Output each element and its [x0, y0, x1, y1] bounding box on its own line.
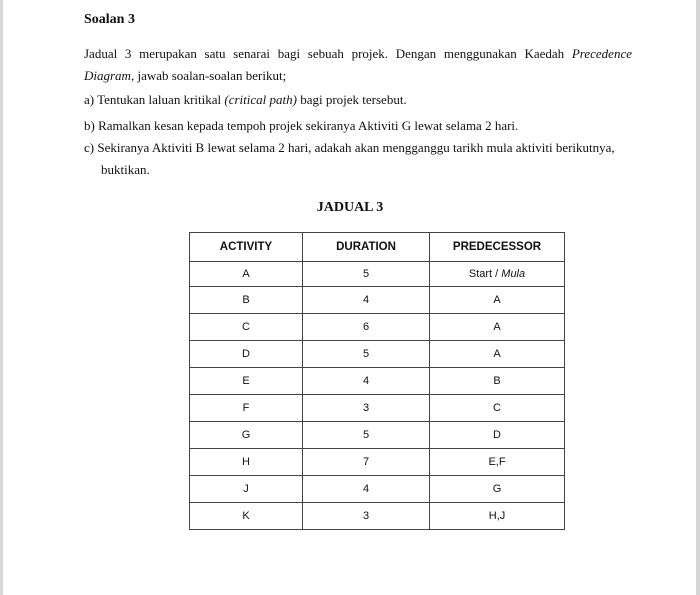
predecessor-cell: D: [430, 422, 565, 449]
activity-cell: B: [190, 287, 303, 314]
predecessor-cell: B: [430, 368, 565, 395]
table-row: [190, 368, 565, 395]
activity-cell: H: [190, 449, 303, 476]
activity-table: [189, 232, 565, 530]
table-row: [190, 287, 565, 314]
activity-cell: F: [190, 395, 303, 422]
intro-text-2: , jawab soalan-soalan berikut;: [130, 68, 287, 83]
duration-cell: 5: [303, 341, 430, 368]
activity-cell: K: [190, 503, 303, 530]
question-heading: Soalan 3: [84, 12, 135, 27]
question-a-suffix: bagi projek tersebut.: [296, 92, 407, 107]
activity-cell: E: [190, 368, 303, 395]
activity-cell: J: [190, 476, 303, 503]
predecessor-cell: E,F: [430, 449, 565, 476]
question-a-italic: (critical path): [224, 92, 297, 107]
table-row: [190, 476, 565, 503]
duration-cell: 3: [303, 503, 430, 530]
duration-cell: 4: [303, 287, 430, 314]
header-duration: DURATION: [303, 233, 430, 262]
predecessor-cell: G: [430, 476, 565, 503]
duration-cell: 6: [303, 314, 430, 341]
question-c: c) Sekiranya Aktiviti B lewat selama 2 hari, adakah akan mengganggu tarikh mula aktiviti berikutnya,: [84, 140, 615, 155]
duration-cell: 7: [303, 449, 430, 476]
header-activity: ACTIVITY: [190, 233, 303, 262]
activity-cell: D: [190, 341, 303, 368]
page-right-edge: [696, 0, 700, 595]
predecessor-cell: C: [430, 395, 565, 422]
intro-italic-term: Precedence Diagram: [84, 46, 632, 83]
table-row: [190, 262, 565, 287]
table-row: [190, 341, 565, 368]
predecessor-cell: [430, 262, 565, 287]
duration-cell: 5: [303, 422, 430, 449]
page-left-edge: [0, 0, 3, 595]
predecessor-cell: A: [430, 287, 565, 314]
question-intro: [84, 43, 632, 87]
intro-text-1: Jadual 3 merupakan satu senarai bagi sebuah projek. Dengan menggunakan Kaedah: [84, 46, 572, 61]
table-header-row: [190, 233, 565, 262]
header-predecessor: PREDECESSOR: [430, 233, 565, 262]
duration-cell: 4: [303, 368, 430, 395]
duration-cell: 4: [303, 476, 430, 503]
predecessor-cell: H,J: [430, 503, 565, 530]
activity-cell: C: [190, 314, 303, 341]
predecessor-mula-text: Mula: [501, 268, 526, 280]
activity-cell: A: [190, 262, 303, 287]
predecessor-start-text: Start /: [468, 268, 502, 280]
duration-cell: 5: [303, 262, 430, 287]
duration-cell: 3: [303, 395, 430, 422]
table-row: [190, 395, 565, 422]
table-row: [190, 422, 565, 449]
question-a-prefix: a) Tentukan laluan kritikal: [84, 92, 225, 107]
question-a: [84, 89, 407, 111]
table-row: [190, 314, 565, 341]
predecessor-cell: A: [430, 341, 565, 368]
activity-cell: G: [190, 422, 303, 449]
question-b: b) Ramalkan kesan kepada tempoh projek sekiranya Aktiviti G lewat selama 2 hari.: [84, 118, 519, 133]
table-row: [190, 503, 565, 530]
predecessor-cell: A: [430, 314, 565, 341]
question-c-continued: buktikan.: [101, 162, 150, 177]
table-title: JADUAL 3: [316, 200, 384, 215]
table-row: [190, 449, 565, 476]
